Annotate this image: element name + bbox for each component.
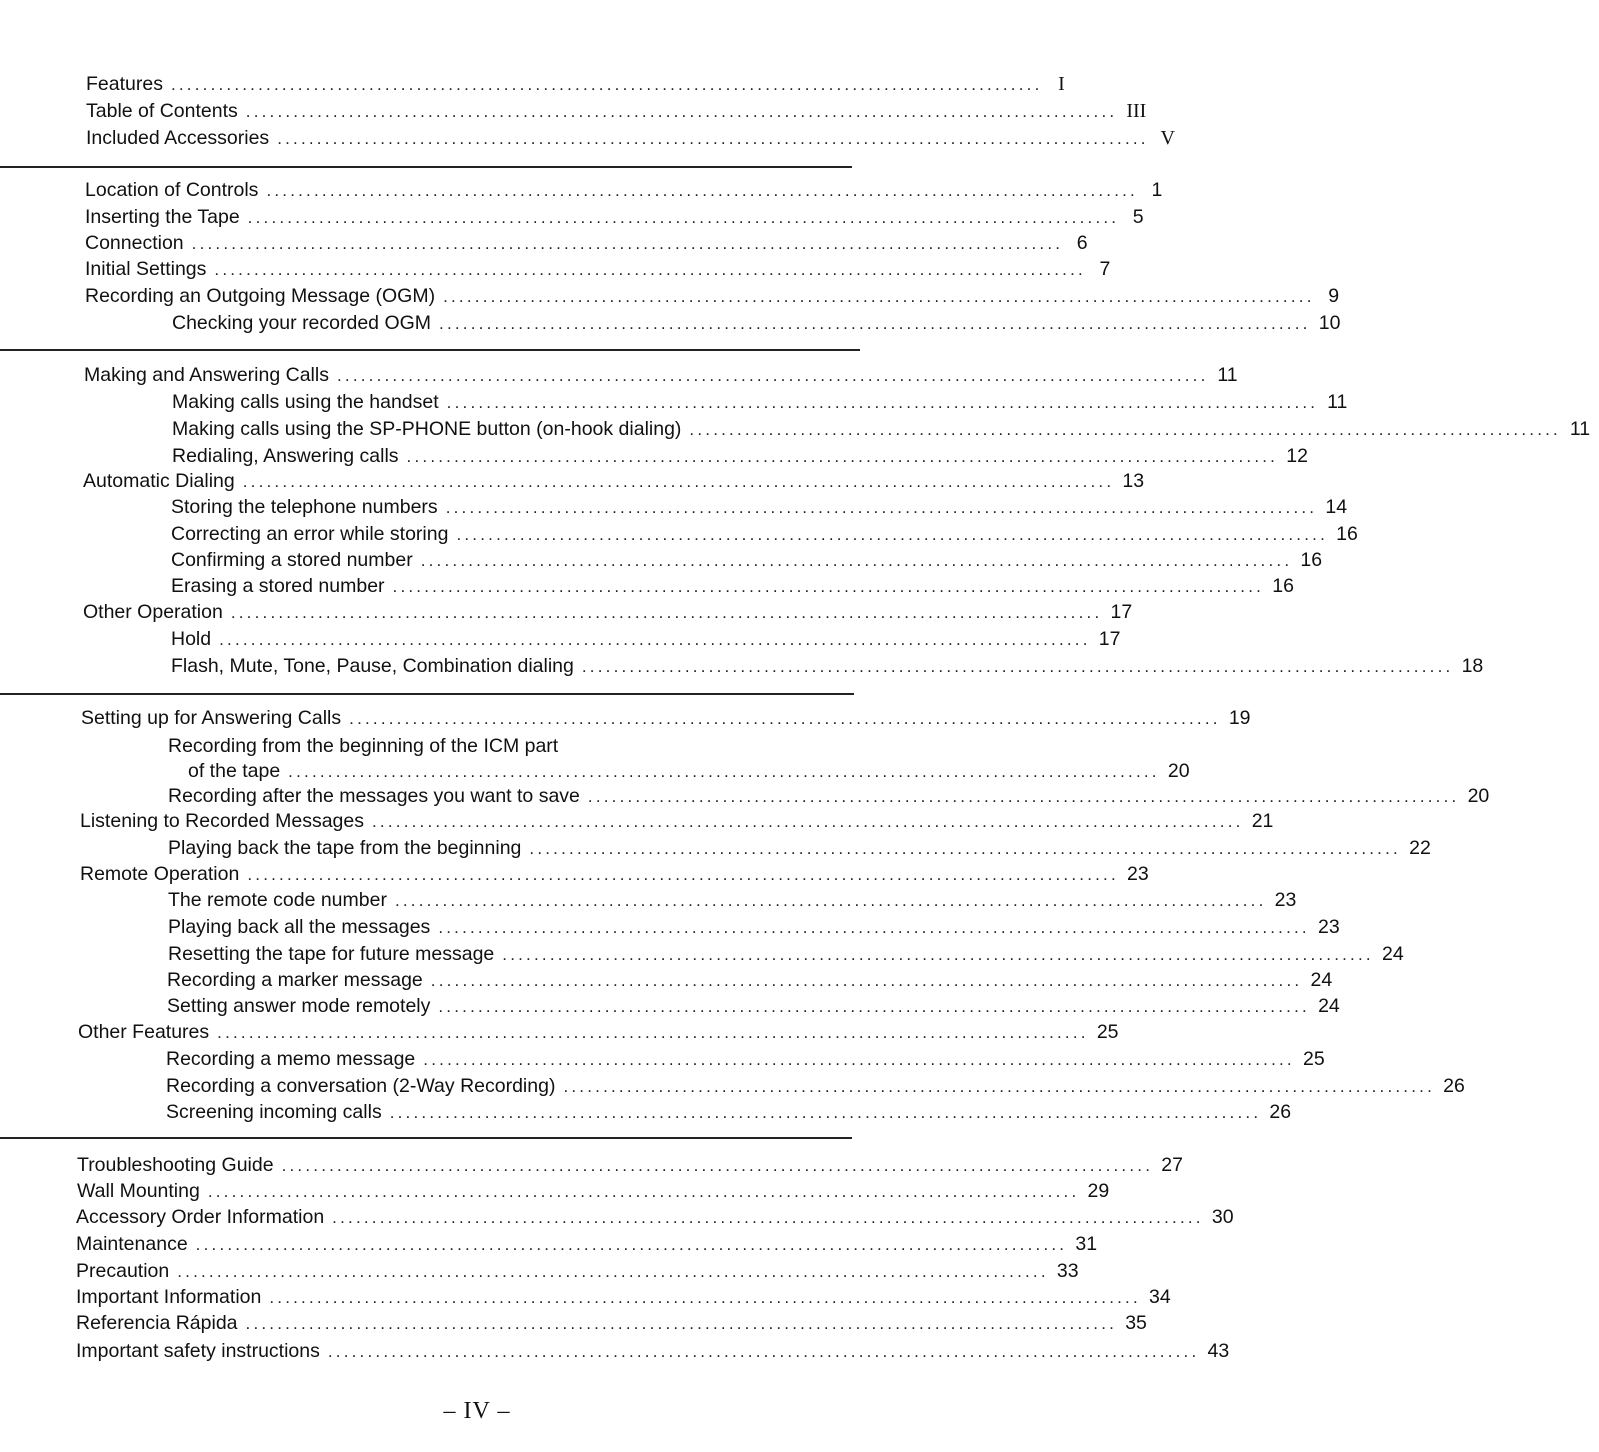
dot-leader: .............................................................................................................. <box>439 314 1311 333</box>
toc-entry-title: Maintenance <box>76 1233 188 1255</box>
toc-entry-title: Recording a conversation (2-Way Recording) <box>166 1075 556 1097</box>
toc-entry <box>171 574 1294 598</box>
toc-entry-page: 18 <box>1461 655 1484 677</box>
toc-entry-page: 16 <box>1336 523 1358 545</box>
toc-entry-page: 11 <box>1217 364 1238 386</box>
toc-entry-title: Referencia Rápida <box>76 1312 238 1334</box>
toc-entry-title: Storing the telephone numbers <box>171 496 438 518</box>
dot-leader: .............................................................................................................. <box>392 577 1265 596</box>
toc-entry-title: Confirming a stored number <box>171 549 413 571</box>
section-divider <box>0 1137 852 1139</box>
toc-entry <box>166 1074 1465 1098</box>
dot-leader: .............................................................................................................. <box>242 472 1115 491</box>
dot-leader: .............................................................................................................. <box>288 762 1160 781</box>
dot-leader: .............................................................................................................. <box>247 208 1120 227</box>
toc-entry-page: 21 <box>1251 810 1274 832</box>
toc-entry <box>86 99 1147 123</box>
toc-entry-page: 10 <box>1318 312 1341 334</box>
toc-entry-page: 29 <box>1087 1180 1110 1202</box>
toc-entry <box>76 1311 1147 1335</box>
dot-leader: .............................................................................................................. <box>230 603 1103 622</box>
toc-entry-title: Checking your recorded OGM <box>172 312 432 334</box>
toc-entry-page: 16 <box>1300 549 1323 571</box>
toc-entry-page: 24 <box>1318 995 1340 1017</box>
toc-entry-page: 16 <box>1272 575 1294 597</box>
toc-entry-page: 24 <box>1381 943 1404 965</box>
toc-entry-title: Other Operation <box>83 601 223 623</box>
toc-entry <box>172 417 1591 441</box>
toc-entry <box>76 1339 1230 1363</box>
dot-leader: .............................................................................................................. <box>266 181 1138 200</box>
toc-entry <box>172 390 1348 414</box>
toc-entry-title: Playing back all the messages <box>168 916 431 938</box>
toc-entry-page: 23 <box>1274 889 1297 911</box>
dot-leader: .............................................................................................................. <box>423 1050 1295 1069</box>
toc-entry-page: 35 <box>1125 1312 1147 1334</box>
dot-leader: .............................................................................................................. <box>529 839 1401 858</box>
toc-entry-title: Location of Controls <box>85 179 259 201</box>
toc-entry-title: Troubleshooting Guide <box>77 1154 274 1176</box>
toc-entry-page: 31 <box>1075 1233 1098 1255</box>
dot-leader: .............................................................................................................. <box>214 260 1086 279</box>
dot-leader: .............................................................................................................. <box>430 971 1303 990</box>
toc-entry <box>85 284 1340 308</box>
dot-leader: .............................................................................................................. <box>217 1023 1089 1042</box>
toc-entry-title: Recording an Outgoing Message (OGM) <box>85 285 436 307</box>
dot-leader: .............................................................................................................. <box>177 1262 1049 1281</box>
toc-entry-title: Screening incoming calls <box>166 1101 382 1123</box>
toc-entry-title: Table of Contents <box>86 100 238 122</box>
toc-entry <box>168 836 1431 860</box>
dot-leader: .............................................................................................................. <box>219 630 1091 649</box>
toc-entry-title: Resetting the tape for future message <box>168 943 495 965</box>
toc-entry-title: Other Features <box>78 1021 210 1043</box>
toc-entry <box>85 231 1088 255</box>
toc-entry-page: 25 <box>1302 1048 1325 1070</box>
toc-entry <box>83 469 1145 493</box>
section-divider <box>0 693 854 695</box>
toc-entry-title: Remote Operation <box>80 863 240 885</box>
dot-leader: .............................................................................................................. <box>456 525 1328 544</box>
toc-entry <box>76 1232 1098 1256</box>
toc-entry <box>172 311 1341 335</box>
toc-entry <box>86 126 1175 150</box>
toc-entry-page: 25 <box>1096 1021 1119 1043</box>
toc-entry-page: 27 <box>1161 1154 1183 1176</box>
section-divider <box>0 349 860 351</box>
toc-entry-page: 1 <box>1151 179 1163 201</box>
toc-entry-title: Features <box>86 73 163 95</box>
dot-leader: .............................................................................................................. <box>502 945 1374 964</box>
toc-entry-page: 20 <box>1167 760 1190 782</box>
toc-entry <box>168 915 1340 939</box>
toc-entry-title: Precaution <box>76 1260 170 1282</box>
toc-entry-title: Redialing, Answering calls <box>172 445 399 467</box>
toc-entry <box>81 706 1251 730</box>
dot-leader: .............................................................................................................. <box>247 865 1119 884</box>
toc-entry-page: 43 <box>1207 1340 1230 1362</box>
toc-entry <box>171 495 1348 519</box>
toc-entry-page: I <box>1058 73 1065 95</box>
toc-entry <box>78 1020 1119 1044</box>
toc-entry <box>83 600 1133 624</box>
toc-entry <box>80 862 1149 886</box>
dot-leader: .............................................................................................................. <box>245 1314 1118 1333</box>
toc-entry-title: Important Information <box>76 1286 262 1308</box>
toc-entry <box>168 888 1297 912</box>
toc-entry-title: Wall Mounting <box>77 1180 200 1202</box>
dot-leader: .............................................................................................................. <box>170 75 1043 94</box>
toc-entry-page: 26 <box>1443 1075 1465 1097</box>
page-number: – IV – <box>443 1398 511 1424</box>
toc-entry-title: Included Accessories <box>86 127 270 149</box>
dot-leader: .............................................................................................................. <box>438 918 1310 937</box>
toc-entry <box>86 72 1065 96</box>
toc-entry-page: 11 <box>1569 418 1591 440</box>
toc-entry <box>167 968 1333 992</box>
toc-entry-title: Erasing a stored number <box>171 575 385 597</box>
toc-entry-page: 20 <box>1467 785 1490 807</box>
toc-entry-page: 23 <box>1318 916 1340 938</box>
dot-leader: .............................................................................................................. <box>389 1103 1262 1122</box>
toc-entry-title: Connection <box>85 232 184 254</box>
dot-leader: .............................................................................................................. <box>420 551 1293 570</box>
dot-leader: .............................................................................................................. <box>406 447 1279 466</box>
toc-entry-title: Inserting the Tape <box>85 206 240 228</box>
toc-entry <box>76 1205 1234 1229</box>
section-divider <box>0 166 852 168</box>
toc-entry <box>171 627 1121 651</box>
toc-entry-title: Accessory Order Information <box>76 1206 325 1228</box>
toc-entry <box>171 522 1358 546</box>
dot-leader: .............................................................................................................. <box>443 287 1315 306</box>
dot-leader: .............................................................................................................. <box>332 1208 1204 1227</box>
dot-leader: .............................................................................................................. <box>327 1342 1200 1361</box>
dot-leader: .............................................................................................................. <box>445 498 1318 517</box>
toc-entry-page: 34 <box>1149 1286 1171 1308</box>
toc-entry-page: 14 <box>1325 496 1348 518</box>
toc-entry-page: 19 <box>1228 707 1251 729</box>
toc-entry-title: Listening to Recorded Messages <box>80 810 364 832</box>
dot-leader: .............................................................................................................. <box>281 1156 1154 1175</box>
dot-leader: .............................................................................................................. <box>372 812 1244 831</box>
toc-entry <box>85 205 1144 229</box>
toc-entry-title: Automatic Dialing <box>83 470 235 492</box>
toc-entry <box>166 1047 1325 1071</box>
toc-entry <box>171 548 1323 572</box>
toc-entry-page: 17 <box>1098 628 1121 650</box>
dot-leader: .............................................................................................................. <box>438 997 1310 1016</box>
dot-leader: .............................................................................................................. <box>446 393 1319 412</box>
dot-leader: .............................................................................................................. <box>563 1077 1435 1096</box>
toc-entry-title: Initial Settings <box>85 258 207 280</box>
toc-entry-page: 17 <box>1110 601 1133 623</box>
toc-entry <box>85 257 1111 281</box>
toc-entry <box>76 1285 1171 1309</box>
toc-entry-page: 11 <box>1327 391 1348 413</box>
toc-entry <box>76 1259 1079 1283</box>
toc-entry-page: 7 <box>1099 258 1111 280</box>
toc-entry-page: 12 <box>1286 445 1308 467</box>
toc-entry-title: Setting answer mode remotely <box>167 995 431 1017</box>
toc-entry-page: III <box>1126 100 1147 122</box>
dot-leader: .............................................................................................................. <box>191 234 1064 253</box>
toc-entry-page: 13 <box>1122 470 1145 492</box>
toc-entry-title: of the tape <box>188 760 281 782</box>
toc-entry <box>168 942 1404 966</box>
toc-entry-title: Setting up for Answering Calls <box>81 707 342 729</box>
toc-entry-page: 5 <box>1132 206 1144 228</box>
toc-entry <box>85 178 1163 202</box>
toc-entry-page: 23 <box>1127 863 1149 885</box>
toc-entry-title: Hold <box>171 628 212 650</box>
dot-leader: .............................................................................................................. <box>195 1235 1068 1254</box>
dot-leader: .............................................................................................................. <box>394 891 1267 910</box>
dot-leader: .............................................................................................................. <box>587 787 1460 806</box>
toc-entry-page: V <box>1160 127 1175 149</box>
toc-entry-page: 24 <box>1310 969 1333 991</box>
toc-entry <box>171 654 1484 678</box>
toc-entry-title: Making calls using the handset <box>172 391 439 413</box>
toc-entry-page: 9 <box>1328 285 1340 307</box>
toc-entry-title: Recording after the messages you want to save <box>168 785 580 807</box>
toc-entry-title: Making calls using the SP-PHONE button (on-hook dialing) <box>172 418 682 440</box>
toc-entry-page: 6 <box>1076 232 1088 254</box>
dot-leader: .............................................................................................................. <box>269 1288 1141 1307</box>
toc-entry-title: Recording a marker message <box>167 969 423 991</box>
toc-entry <box>188 759 1190 783</box>
toc-entry <box>77 1179 1110 1203</box>
toc-entry <box>80 809 1274 833</box>
dot-leader: .............................................................................................................. <box>336 366 1209 385</box>
toc-entry-title: Playing back the tape from the beginning <box>168 837 522 859</box>
toc-entry <box>172 444 1308 468</box>
toc-entry-page: 30 <box>1211 1206 1234 1228</box>
toc-entry-page: 22 <box>1409 837 1431 859</box>
dot-leader: .............................................................................................................. <box>689 420 1561 439</box>
toc-entry <box>77 1153 1183 1177</box>
dot-leader: .............................................................................................................. <box>277 129 1149 148</box>
toc-entry-page: 33 <box>1056 1260 1079 1282</box>
dot-leader: .............................................................................................................. <box>207 1182 1080 1201</box>
toc-entry-title: Flash, Mute, Tone, Pause, Combination dialing <box>171 655 574 677</box>
toc-entry-title-continued: Recording from the beginning of the ICM part <box>168 735 559 757</box>
toc-entry <box>166 1100 1292 1124</box>
toc-entry <box>168 784 1490 808</box>
dot-leader: .............................................................................................................. <box>349 709 1221 728</box>
toc-entry-title: Correcting an error while storing <box>171 523 449 545</box>
toc-entry-title: Important safety instructions <box>76 1340 320 1362</box>
dot-leader: .............................................................................................................. <box>245 102 1118 121</box>
toc-entry-title: Recording a memo message <box>166 1048 416 1070</box>
toc-entry <box>84 363 1238 387</box>
toc-entry <box>167 994 1340 1018</box>
toc-entry-title: Making and Answering Calls <box>84 364 329 386</box>
dot-leader: .............................................................................................................. <box>581 657 1454 676</box>
toc-entry-page: 26 <box>1269 1101 1292 1123</box>
toc-entry-title: The remote code number <box>168 889 387 911</box>
